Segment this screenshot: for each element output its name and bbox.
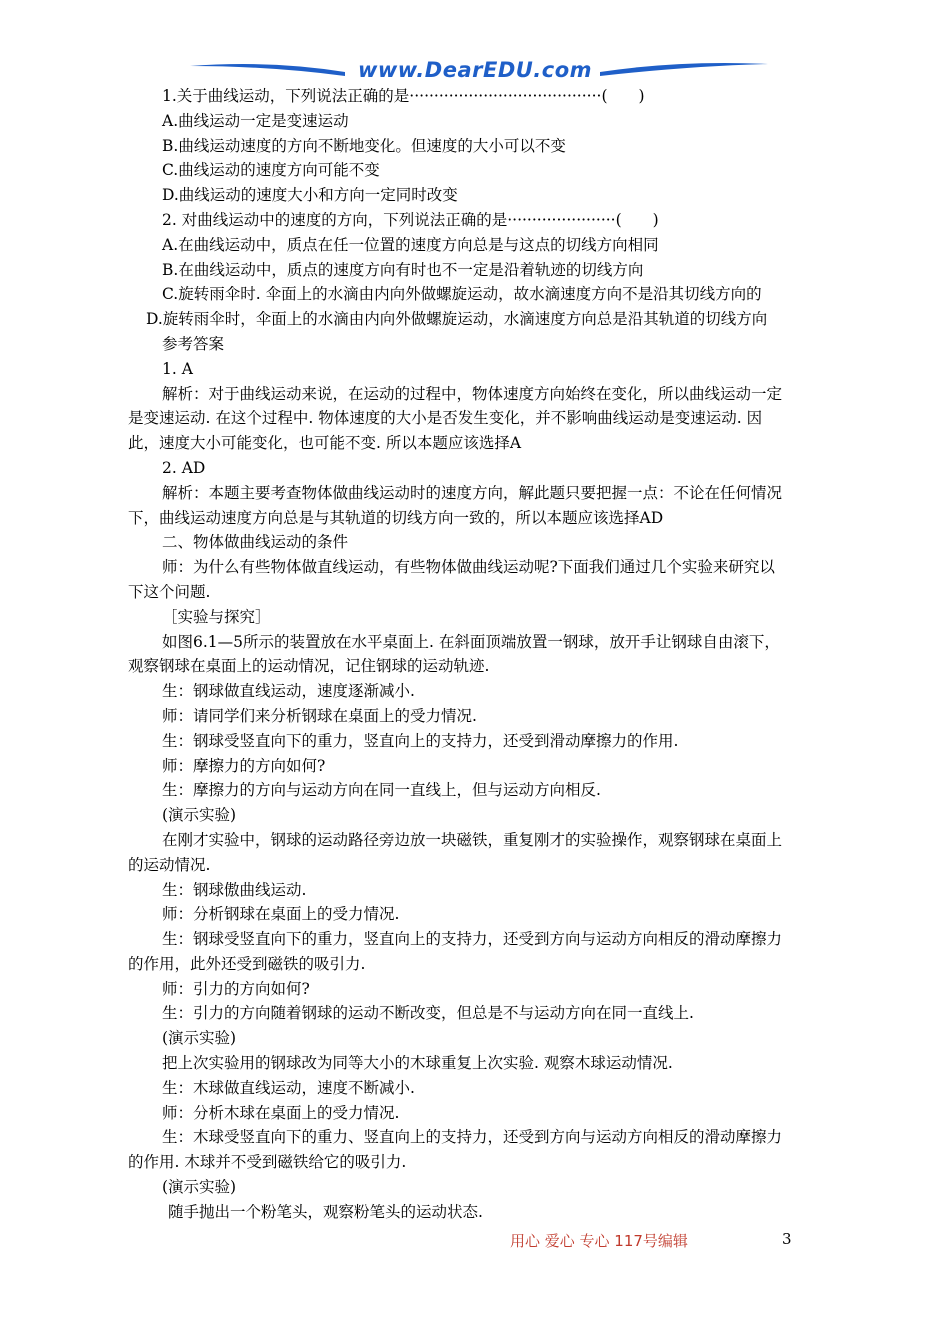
text-line: (演示实验): [162, 1178, 237, 1197]
text-line: 生：钢球傲曲线运动.: [162, 880, 307, 899]
text-line: 师：请同学们来分析钢球在桌面上的受力情况.: [162, 706, 477, 725]
text-line: 1. A: [162, 359, 193, 378]
text-line: (演示实验): [162, 1029, 237, 1048]
text-line: 生：钢球受竖直向下的重力，竖直向上的支持力，还受到滑动摩擦力的作用.: [162, 731, 679, 750]
text-line: 2. 对曲线运动中的速度的方向，下列说法正确的是······················( ): [162, 210, 659, 229]
text-line: (演示实验): [162, 806, 237, 825]
text-line: 的运动情况.: [128, 855, 211, 874]
text-line: 师：分析木球在桌面上的受力情况.: [162, 1103, 400, 1122]
text-line: 师：摩擦力的方向如何?: [162, 756, 326, 775]
text-line: 此，速度大小可能变化，也可能不变. 所以本题应该选择A: [128, 434, 522, 453]
text-line: ［实验与探究］: [162, 607, 271, 626]
text-line: 随手抛出一个粉笔头，观察粉笔头的运动状态.: [168, 1202, 483, 1221]
text-line: B.曲线运动速度的方向不断地变化。但速度的大小可以不变: [162, 136, 566, 155]
text-line: B.在曲线运动中，质点的速度方向有时也不一定是沿着轨迹的切线方向: [162, 260, 644, 279]
text-line: 参考答案: [162, 334, 225, 353]
text-line: D.旋转雨伞时，伞面上的水滴由内向外做螺旋运动，水滴速度方向总是沿其轨道的切线方向: [146, 310, 768, 329]
text-line: 把上次实验用的钢球改为同等大小的木球重复上次实验. 观察木球运动情况.: [162, 1054, 673, 1073]
text-line: 师：分析钢球在桌面上的受力情况.: [162, 905, 400, 924]
text-line: 如图6.1—5所示的装置放在水平桌面上. 在斜面顶端放置一钢球，放开手让钢球自由滚下，: [162, 632, 780, 651]
text-line: 生：引力的方向随着钢球的运动不断改变，但总是不与运动方向在同一直线上.: [162, 1004, 694, 1023]
text-line: 生：木球做直线运动，速度不断减小.: [162, 1078, 415, 1097]
text-line: C.曲线运动的速度方向可能不变: [162, 161, 380, 180]
page-footer: [0, 1230, 950, 1254]
text-line: 在刚才实验中，钢球的运动路径旁边放一块磁铁，重复刚才的实验操作，观察钢球在桌面上: [162, 830, 783, 849]
text-line: 2. AD: [162, 458, 206, 477]
text-line: A.在曲线运动中，质点在任一位置的速度方向总是与这点的切线方向相同: [162, 235, 659, 254]
text-line: C.旋转雨伞时. 伞面上的水滴由内向外做螺旋运动，故水滴速度方向不是沿其切线方向的: [162, 285, 762, 304]
text-line: 是变速运动. 在这个过程中. 物体速度的大小是否发生变化，并不影响曲线运动是变速运动. 因: [128, 409, 763, 428]
text-line: 下这个问题.: [128, 582, 211, 601]
text-line: 观察钢球在桌面上的运动情况，记住钢球的运动轨迹.: [128, 657, 490, 676]
text-line: 二、物体做曲线运动的条件: [162, 533, 349, 552]
text-line: 师：引力的方向如何?: [162, 979, 310, 998]
text-line: 的作用. 木球并不受到磁铁给它的吸引力.: [128, 1153, 407, 1172]
site-logo: www.DearEDU.com: [357, 58, 593, 82]
text-line: 师：为什么有些物体做直线运动，有些物体做曲线运动呢?下面我们通过几个实验来研究以: [162, 558, 775, 577]
text-line: 1.关于曲线运动，下列说法正确的是·······································( ): [162, 87, 645, 105]
text-line: 生：钢球受竖直向下的重力，竖直向上的支持力，还受到方向与运动方向相反的滑动摩擦力: [162, 930, 783, 949]
text-line: A.曲线运动一定是变速运动: [162, 111, 349, 130]
text-line: 生：木球受竖直向下的重力、竖直向上的支持力，还受到方向与运动方向相反的滑动摩擦力: [162, 1128, 783, 1147]
footer-text: 用心 爱心 专心 117号编辑: [510, 1232, 688, 1250]
page-header: [0, 52, 950, 88]
text-line: 的作用，此外还受到磁铁的吸引力.: [128, 954, 366, 973]
text-line: 解析：本题主要考查物体做曲线运动时的速度方向，解此题只要把握一点：不论在任何情况: [162, 483, 783, 502]
text-line: D.曲线运动的速度大小和方向一定同时改变: [162, 186, 458, 205]
text-line: 生：摩擦力的方向与运动方向在同一直线上，但与运动方向相反.: [162, 781, 601, 800]
text-line: 生：钢球做直线运动，速度逐渐减小.: [162, 682, 415, 701]
text-line: 下，曲线运动速度方向总是与其轨道的切线方向一致的，所以本题应该选择AD: [128, 508, 664, 527]
text-line: 解析：对于曲线运动来说，在运动的过程中，物体速度方向始终在变化，所以曲线运动一定: [162, 384, 783, 403]
page-number: 3: [782, 1230, 792, 1248]
document-body: [128, 84, 824, 1225]
